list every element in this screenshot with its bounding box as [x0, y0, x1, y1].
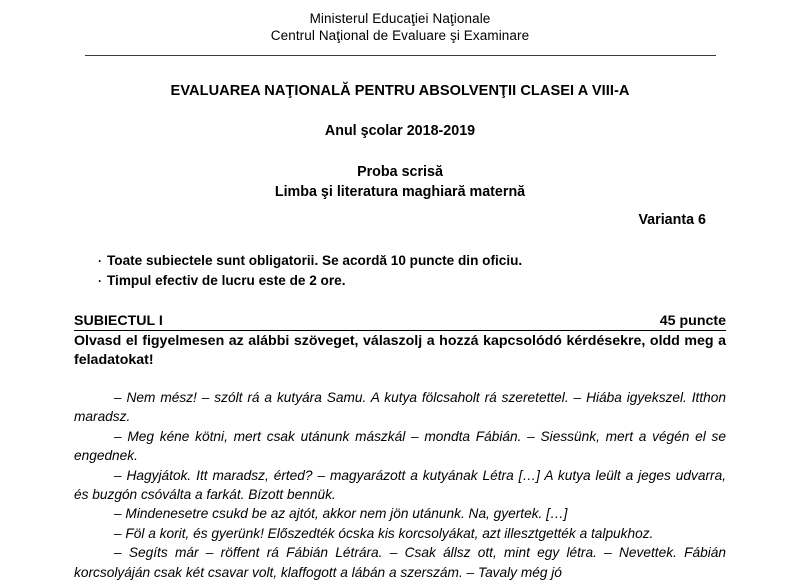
- header-divider: [85, 55, 716, 56]
- bullet-icon: ·: [98, 254, 102, 268]
- passage-paragraph: – Nem mész! – szólt rá a kutyára Samu. A kutya fölcsaholt rá szeretettel. – Hiába igyekszel. Itthon maradsz.: [74, 390, 726, 425]
- passage-paragraph: – Segíts már – röffent rá Fábián Létrára. – Csak állsz ott, mint egy létra. – Nevettek. Fábián korcsolyáján csak két csavar volt, klaffogott a lábán a szerszám. – Tavaly még jó: [74, 545, 726, 580]
- variant-number: Varianta 6: [638, 212, 706, 228]
- exam-title: EVALUAREA NAŢIONALĂ PENTRU ABSOLVENŢII CLASEI A VIII-A: [170, 83, 630, 99]
- exam-subject: Limba şi literatura maghiară maternă: [274, 183, 526, 200]
- subject-label: SUBIECTUL I: [74, 313, 163, 329]
- subject-heading-bar: [74, 312, 726, 331]
- subject-points: 45 puncte: [659, 313, 726, 329]
- reading-passage: [74, 388, 726, 582]
- instruction-text-mandatory: Toate subiectele sunt obligatorii. Se acordă 10 puncte din oficiu.: [107, 253, 523, 268]
- ministry-name: Ministerul Educaţiei Naţionale: [309, 11, 491, 26]
- instruction-text-duration: Timpul efectiv de lucru este de 2 ore.: [107, 273, 346, 288]
- instructions-list: [74, 251, 726, 291]
- passage-paragraph: – Mindenesetre csukd be az ajtót, akkor nem jön utánunk. Na, gyertek. […]: [114, 506, 568, 522]
- school-year: Anul şcolar 2018-2019: [324, 123, 476, 139]
- passage-paragraph: – Hagyjátok. Itt maradsz, érted? – magyarázott a kutyának Létra […] A kutya leült a jeges udvarra, és buzgón csóválta a farkát. Bízott bennük.: [74, 467, 726, 503]
- task-instruction: Olvasd el figyelmesen az alábbi szöveget, válaszolj a hozzá kapcsolódó kérdésekre, oldd meg a feladatokat!: [74, 333, 726, 368]
- bullet-icon: ·: [98, 274, 102, 288]
- evaluation-center-name: Centrul Naţional de Evaluare şi Examinare: [270, 28, 530, 43]
- passage-paragraph: – Föl a korit, és gyerünk! Előszedték ócska kis korcsolyákat, azt illesztgették a talpukhoz.: [114, 525, 654, 541]
- list-item: [74, 251, 726, 271]
- list-item: [74, 271, 726, 291]
- page-content: [74, 0, 726, 582]
- test-type: Proba scrisă: [357, 164, 443, 180]
- institution-header: [74, 0, 726, 44]
- passage-paragraph: – Meg kéne kötni, mert csak utánunk mászkál – mondta Fábián. – Siessünk, mert a végén el se engednek.: [74, 428, 726, 464]
